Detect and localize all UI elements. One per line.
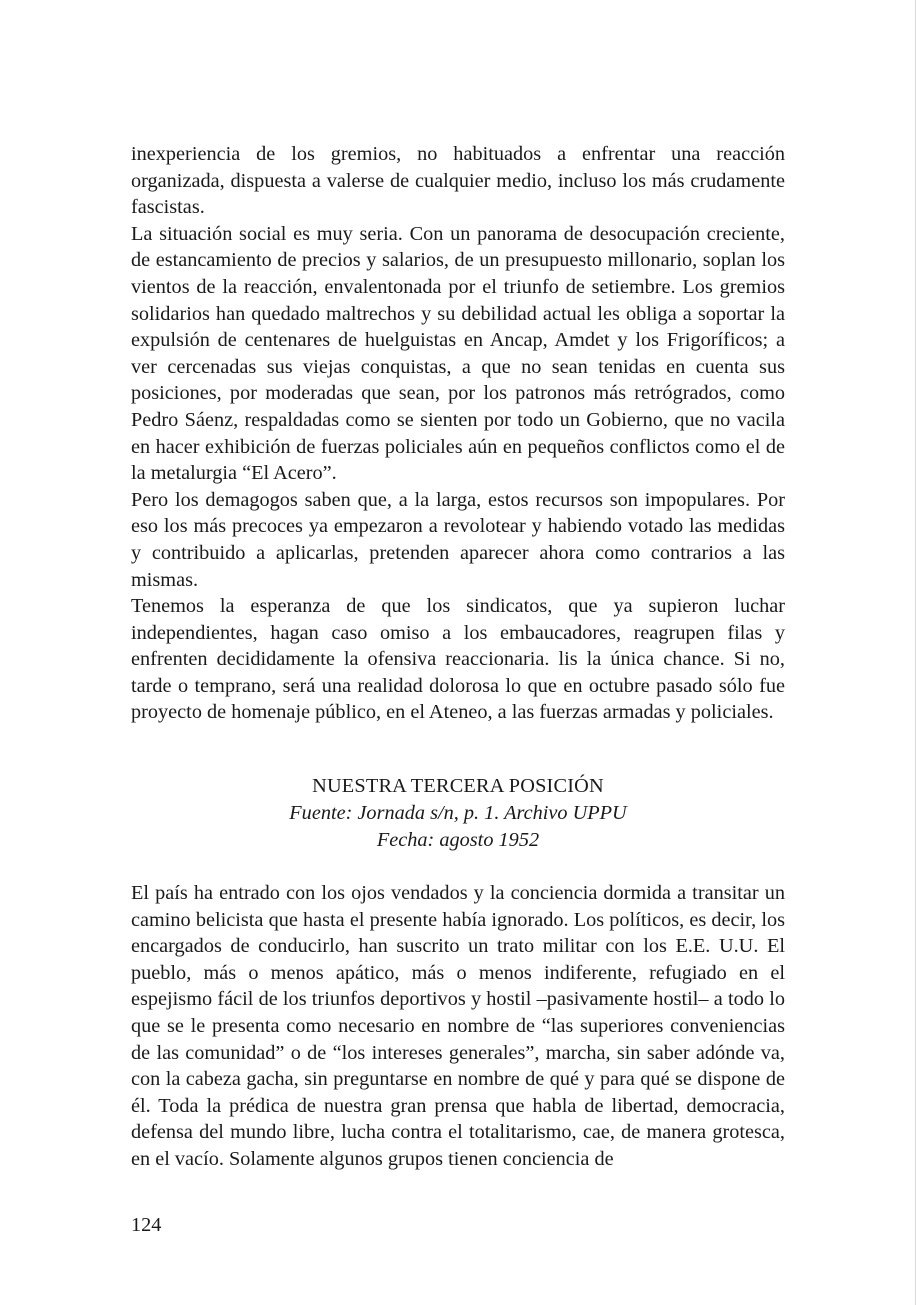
paragraph: El país ha entrado con los ojos vendados y la conciencia dormida a transitar un camino belicista que hasta el presente había ignorado. Los políticos, es decir, los encargados de conducirlo, han suscrito un trato militar con los E.E. U.U. El pueblo, más o menos apático, más o menos indiferente, refugiado en el espejismo fácil de los triunfos deportivos y hostil –pasivamente hostil– a todo lo que se le presenta como necesario en nombre de “las superiores conveniencias de las comunidad” o de “los intereses generales”, marcha, sin saber adónde va, con la cabeza gacha, sin preguntarse en nombre de qué y para qué se dispone de él. Toda la prédica de nuestra gran prensa que habla de libertad, democracia, defensa del mundo libre, lucha contra el totalitarismo, cae, de manera grotesca, en el vacío. Solamente algunos grupos tienen conciencia de (131, 882, 785, 1170)
paragraph: Tenemos la esperanza de que los sindicatos, que ya supieron luchar independientes, hagan caso omiso a los embaucadores, reagrupen filas y enfrenten decididamente la ofensiva reaccionaria. lis la única chance. Si no, tarde o temprano, será una realidad dolorosa lo que en octubre pasado sólo fue proyecto de homenaje público, en el Ateneo, a las fuerzas armadas y policiales. (131, 595, 785, 724)
article-title: NUESTRA TERCERA POSICIÓN (312, 775, 604, 797)
paragraph: Pero los demagogos saben que, a la larga, estos recursos son impopulares. Por eso los más precoces ya empezaron a revolotear y habiendo votado las medidas y contribuido a aplicarlas, pretenden aparecer ahora como contrarios a las mismas. (131, 488, 785, 591)
article-date: Fecha: agosto 1952 (376, 829, 540, 851)
continued-text-section (131, 141, 785, 726)
page-number: 124 (131, 1214, 162, 1236)
paragraph: inexperiencia de los gremios, no habituados a enfrentar una reacción organizada, dispuesta a valerse de cualquier medio, incluso los más crudamente fascistas. (131, 143, 785, 219)
article-body (131, 880, 785, 1173)
paragraph: La situación social es muy seria. Con un panorama de desocupación creciente, de estancamiento de precios y salarios, de un presupuesto millonario, soplan los vientos de la reacción, envalentonada por el triunfo de setiembre. Los gremios solidarios han quedado maltrechos y su debilidad actual les obliga a soportar la expulsión de centenares de huelguistas en Ancap, Amdet y los Frigoríficos; a ver cercenadas sus viejas conquistas, a que no sean tenidas en cuenta sus posiciones, por moderadas que sean, por los patronos más retrógrados, como Pedro Sáenz, respaldadas como se sienten por todo un Gobierno, que no vacila en hacer exhibición de fuerzas policiales aún en pequeños conflictos como el de la metalurgia “El Acero”. (131, 222, 785, 485)
article-source: Fuente: Jornada s/n, p. 1. Archivo UPPU (289, 802, 627, 824)
article-heading (131, 773, 785, 854)
